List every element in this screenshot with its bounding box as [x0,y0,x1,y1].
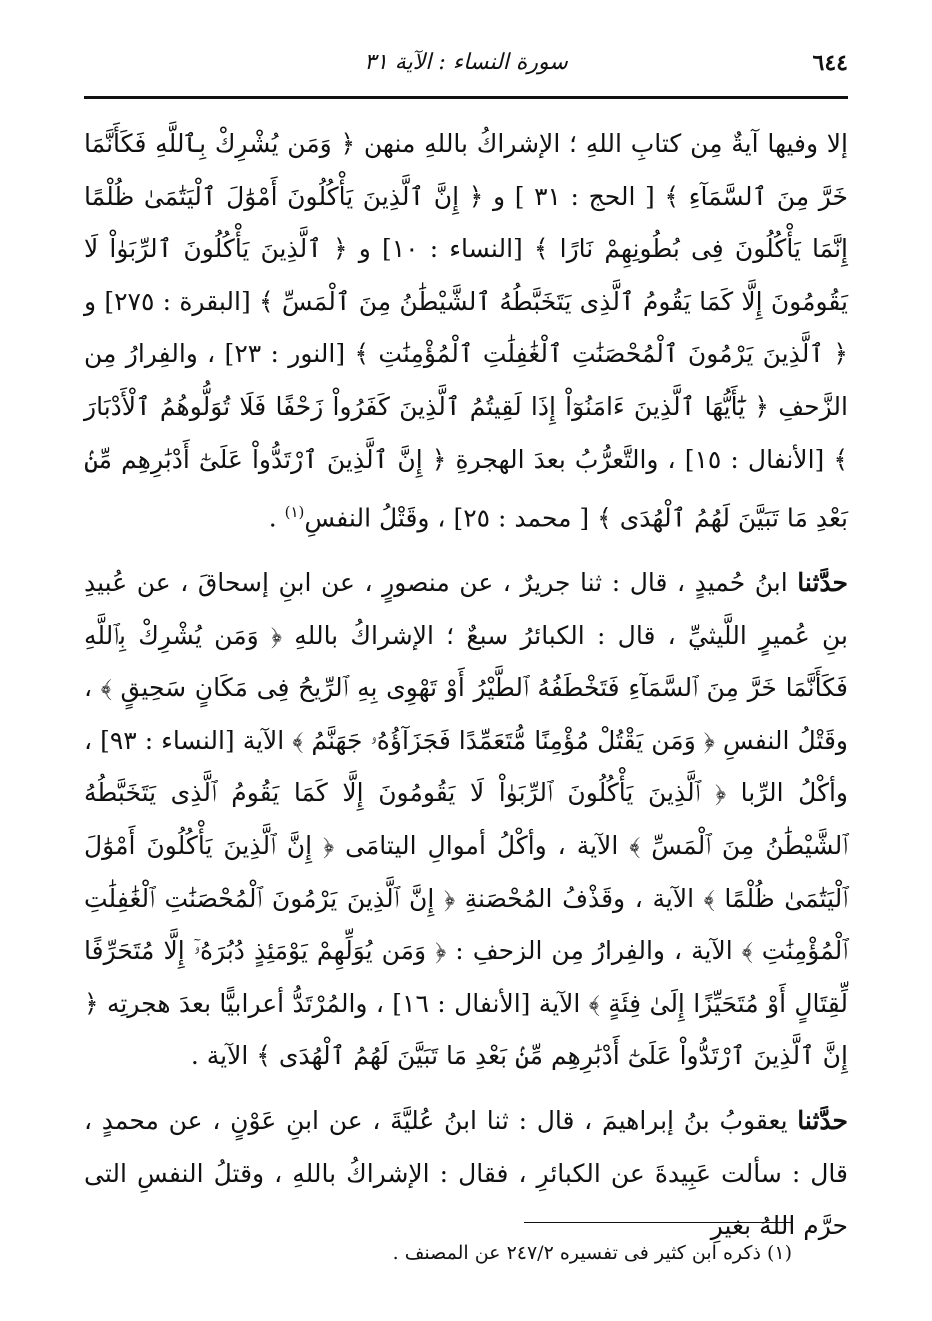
paragraph-text: يعقوبُ بنُ إبراهيمَ ، قال : ثنا ابنُ عُليَّةَ ، عن ابنِ عَوْنٍ ، عن محمدٍ ، قال : سألت عَبِيدةَ عن الكبائرِ ، فقال : الإشراكُ باللهِ ، وقتلُ النفسِ التى حرَّم اللهُ بغيرِ [84,1106,848,1241]
paragraph-text: ابنُ حُميدٍ ، قال : ثنا جريرٌ ، عن منصورٍ ، عن ابنِ إسحاقَ ، عن عُبيدِ بنِ عُميرٍ اللَّيثيِّ ، قال : الكبائرُ سبعٌ ؛ الإشراكُ باللهِ ﴿ وَمَن يُشْرِكْ بِٱللَّهِ فَكَأَنَّمَا خَرَّ مِنَ ٱلسَّمَآءِ فَتَخْطَفُهُ ٱلطَّيْرُ أَوْ تَهْوِى بِهِ ٱلرِّيحُ فِى مَكَانٍ سَحِيقٍ ﴾ ، وقَتْلُ النفسِ ﴿ وَمَن يَقْتُلْ مُؤْمِنًا مُّتَعَمِّدًا فَجَزَآؤُهُۥ جَهَنَّمُ ﴾ الآية [النساء : ٩٣] ، وأكْلُ الرِّبا ﴿ ٱلَّذِينَ يَأْكُلُونَ ٱلرِّبَوٰاْ لَا يَقُومُونَ إِلَّا كَمَا يَقُومُ ٱلَّذِى يَتَخَبَّطُهُ ٱلشَّيْطَٰنُ مِنَ ٱلْمَسِّ ﴾ الآية ، وأكْلُ أموالِ اليتامَى ﴿ إِنَّ ٱلَّذِينَ يَأْكُلُونَ أَمْوَٰلَ ٱلْيَتَٰمَىٰ ظُلْمًا ﴾ الآية ، وقَذْفُ المُحْصَنةِ ﴿ إِنَّ ٱلَّذِينَ يَرْمُونَ ٱلْمُحْصَنَٰتِ ٱلْغَٰفِلَٰتِ ٱلْمُؤْمِنَٰتِ ﴾ الآية ، والفِرارُ مِن الزحفِ : ﴿ وَمَن يُوَلِّهِمْ يَوْمَئِذٍ دُبُرَهُۥٓ إِلَّا مُتَحَرِّفًا لِّقِتَالٍ أَوْ مُتَحَيِّزًا إِلَىٰ فِئَةٍ ﴾ الآية [الأنفال : ١٦] ، والمُرْتَدُّ أعرابيًّا بعدَ هجرتِه ﴿ إِنَّ ٱلَّذِينَ ٱرْتَدُّواْ عَلَىٰٓ أَدْبَٰرِهِم مِّنۢ بَعْدِ مَا تَبَيَّنَ لَهُمُ ٱلْهُدَى ﴾ الآية . [84,568,848,1071]
isnad-lead: حدَّثنا [797,568,848,598]
running-title: سورة النساء : الآية ٣١ [364,50,568,75]
main-text [84,118,848,1253]
header-rule [84,96,848,99]
footnote-1: (١) ذكره ابن كثير فى تفسيره ٢٤٧/٢ عن المصنف . [392,1242,792,1264]
footnote-reference: (١) [284,503,305,522]
page-number: ٦٤٤ [812,50,848,76]
isnad-lead: حدَّثنا [797,1106,848,1136]
footnote-rule [524,1222,792,1223]
page-header [84,44,848,84]
paragraph-tail: . [268,503,285,533]
paragraph-2 [84,557,848,1083]
paragraph-1 [84,118,848,545]
paragraph-text: إلا وفيها آيةٌ مِن كتابِ اللهِ ؛ الإشراكُ باللهِ منهن ﴿ وَمَن يُشْرِكْ بِٱللَّهِ فَكَأَنَّمَا خَرَّ مِنَ ٱلسَّمَآءِ ﴾ [ الحج : ٣١ ] و ﴿ إِنَّ ٱلَّذِينَ يَأْكُلُونَ أَمْوَٰلَ ٱلْيَتَٰمَىٰ ظُلْمًا إِنَّمَا يَأْكُلُونَ فِى بُطُونِهِمْ نَارًا ﴾ [النساء : ١٠] و ﴿ ٱلَّذِينَ يَأْكُلُونَ ٱلرِّبَوٰاْ لَا يَقُومُونَ إِلَّا كَمَا يَقُومُ ٱلَّذِى يَتَخَبَّطُهُ ٱلشَّيْطَٰنُ مِنَ ٱلْمَسِّ ﴾ [البقرة : ٢٧٥] و ﴿ ٱلَّذِينَ يَرْمُونَ ٱلْمُحْصَنَٰتِ ٱلْغَٰفِلَٰتِ ٱلْمُؤْمِنَٰتِ ﴾ [النور : ٢٣] ، والفِرارُ مِن الزَّحفِ ﴿ يَٰٓأَيُّهَا ٱلَّذِينَ ءَامَنُوٓاْ إِذَا لَقِيتُمُ ٱلَّذِينَ كَفَرُواْ زَحْفًا فَلَا تُوَلُّوهُمُ ٱلْأَدْبَارَ ﴾ [الأنفال : ١٥] ، والتَّعرُّبُ بعدَ الهجرةِ ﴿ إِنَّ ٱلَّذِينَ ٱرْتَدُّواْ عَلَىٰٓ أَدْبَٰرِهِم مِّنۢ بَعْدِ مَا تَبَيَّنَ لَهُمُ ٱلْهُدَى ﴾ [ محمد : ٢٥] ، وقَتْلُ النفسِ [84,129,849,533]
paragraph-3 [84,1095,848,1253]
